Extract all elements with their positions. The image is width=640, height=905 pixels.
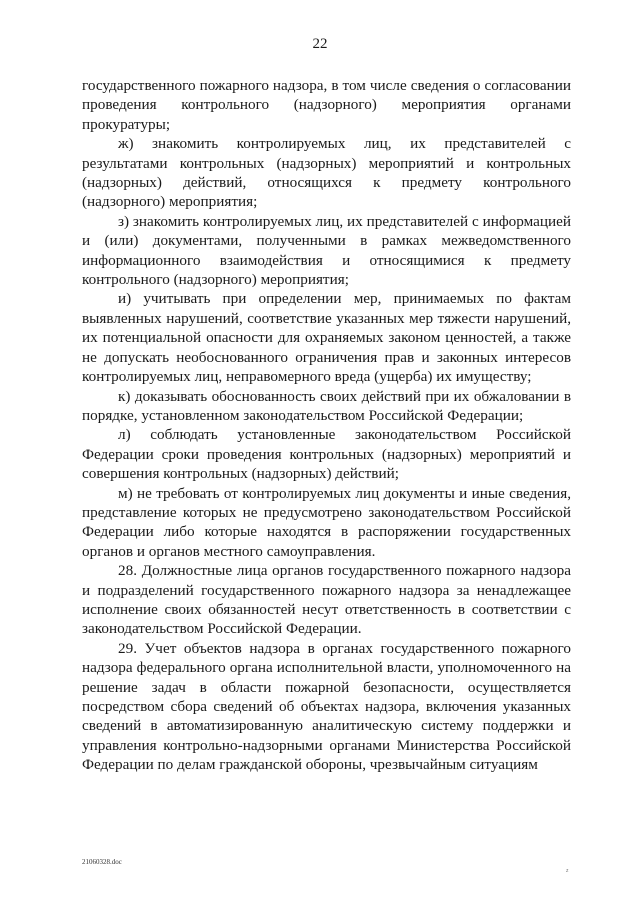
paragraph-item-29: 29. Учет объектов надзора в органах государственного пожарного надзора федерального органа исполнительной власти, уполномоченного на решение задач в области пожарной безопасности, осуществляется посредством сбора сведений об объектах надзора, включения указанных сведений в автоматизированную аналитическую систему поддержки и управления контрольно-надзорными органами Министерства Российской Федерации по делам гражданской обороны, чрезвычайным ситуациям <box>82 639 571 774</box>
paragraph-continuation: государственного пожарного надзора, в том числе сведения о согласовании проведения контрольного (надзорного) мероприятия органами прокуратуры; <box>82 77 571 133</box>
paragraph-item-z: з) знакомить контролируемых лиц, их представителей с информацией и (или) документами, полученными в рамках межведомственного информационного взаимодействия и относящимися к предмету контрольного (надзорного) мероприятия; <box>82 212 571 289</box>
paragraph-item-k: к) доказывать обоснованность своих действий при их обжаловании в порядке, установленном законодательством Российской Федерации; <box>82 387 571 424</box>
paragraph-item-i: и) учитывать при определении мер, принимаемых по фактам выявленных нарушений, соответствие указанных мер тяжести нарушений, их потенциальной опасности для охраняемых законом ценностей, а также не допускать необоснованного ограничения прав и законных интересов контролируемых лиц, неправомерного вреда (ущерба) их имуществу; <box>82 290 571 386</box>
document-body <box>82 76 571 775</box>
paragraph-item-zh: ж) знакомить контролируемых лиц, их представителей с результатами контрольных (надзорных) мероприятий и контрольных (надзорных) действий, относящихся к предмету контрольного (надзорного) мероприятия; <box>82 135 571 211</box>
paragraph-item-l: л) соблюдать установленные законодательством Российской Федерации сроки проведения контрольных (надзорных) мероприятий и совершения контрольных (надзорных) действий; <box>82 426 571 483</box>
paragraph-item-m: м) не требовать от контролируемых лиц документы и иные сведения, представление которых не предусмотрено законодательством Российской Федерации либо которые находятся в распоряжении государственных органов и органов местного самоуправления. <box>82 484 571 560</box>
page-number: 22 <box>312 36 328 52</box>
footer-mark: z <box>566 868 569 874</box>
paragraph-item-28: 28. Должностные лица органов государственного пожарного надзора и подразделений государственного пожарного надзора за ненадлежащее исполнение своих обязанностей несут ответственность в соответствии с законодательством Российской Федерации. <box>82 562 571 638</box>
footer-doc-code: 21060328.doc <box>82 858 122 866</box>
